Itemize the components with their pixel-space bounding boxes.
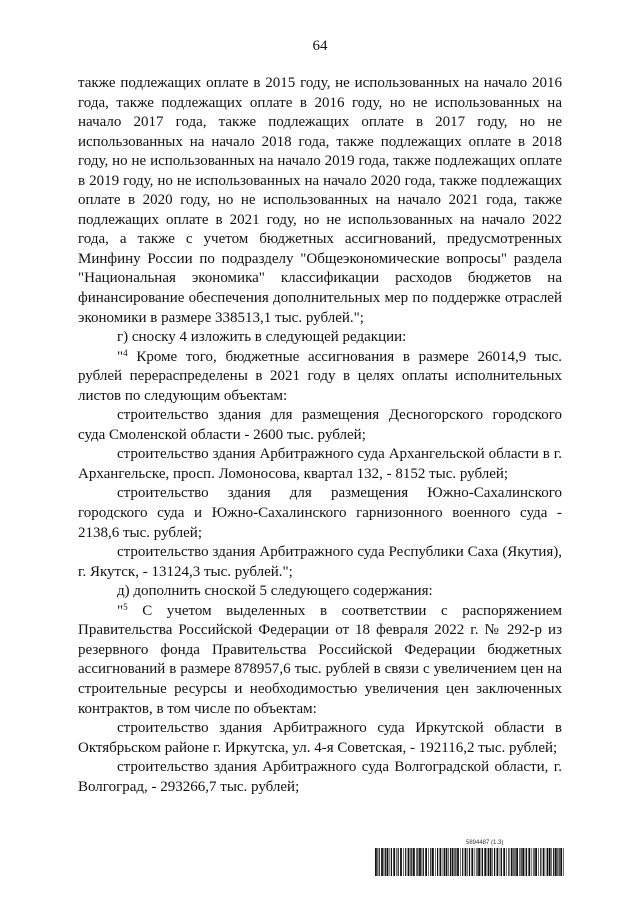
footnote-quote: "	[117, 348, 124, 365]
paragraph-11: строительство здания Арбитражного суда Волгоградской области, г. Волгоград, - 293266,7 тыс. рублей;	[78, 759, 562, 795]
paragraph-4: строительство здания для размещения Десногорского городского суда Смоленской области - 2600 тыс. рублей;	[78, 407, 562, 443]
footnote-5-text: С учетом выделенных в соответствии с распоряжением Правительства Российской Федерации от 18 февраля 2022 г. № 292-р из резервного фонда Правительства Российской Федерации бюджетных ассигнований в размере 878957,6 тыс. рублей в связи с увеличением цен на строительные ресурсы и необходимостью увеличения цен заключенных контрактов, в том числе по объектам:	[78, 602, 562, 717]
document-body	[78, 74, 562, 797]
footnote-4-paragraph	[78, 348, 562, 407]
barcode-icon	[375, 848, 565, 876]
footnote-4-marker: 4	[123, 347, 128, 358]
page-number: 64	[312, 38, 328, 54]
paragraph-1: также подлежащих оплате в 2015 году, не использованных на начало 2016 года, также подлежащих оплате в 2016 году, но не использованных на начало 2017 года, также подлежащих оплате в 2017 году, но не использованных на начало 2018 года, также подлежащих оплате в 2018 году, но не использованных на начало 2019 года, также подлежащих оплате в 2019 году, но не использованных на начало 2020 года, также подлежащих оплате в 2020 году, но не использованных на начало 2021 года, также подлежащих оплате в 2021 году, но не использованных на начало 2022 года, а также с учетом бюджетных ассигнований, предусмотренных Минфину России по подразделу "Общеэкономические вопросы" раздела "Национальная экономика" классификации расходов бюджетов на финансирование обеспечения дополнительных мер по поддержке отраслей экономики в размере 338513,1 тыс. рублей.";	[78, 75, 562, 326]
paragraph-10: строительство здания Арбитражного суда Иркутской области в Октябрьском районе г. Иркутска, ул. 4-я Советская, - 192116,2 тыс. рублей;	[78, 720, 562, 756]
paragraph-7: строительство здания Арбитражного суда Республики Саха (Якутия), г. Якутск, - 13124,3 тыс. рублей.";	[78, 544, 562, 580]
footnote-quote: "	[117, 602, 124, 619]
footnote-4-text: Кроме того, бюджетные ассигнования в размере 26014,9 тыс. рублей перераспределены в 2021 году в целях оплаты исполнительных листов по следующим объектам:	[78, 348, 562, 404]
paragraph-6: строительство здания для размещения Южно-Сахалинского городского суда и Южно-Сахалинского гарнизонного военного суда - 2138,6 тыс. рублей;	[78, 485, 562, 541]
footnote-5-paragraph	[78, 602, 562, 719]
document-code: 5894487 (1.3)	[466, 840, 504, 846]
paragraph-8: д) дополнить сноской 5 следующего содержания:	[117, 583, 433, 600]
footnote-5-marker: 5	[123, 601, 128, 612]
paragraph-5: строительство здания Арбитражного суда Архангельской области в г. Архангельске, просп. Ломоносова, квартал 132, - 8152 тыс. рублей;	[78, 446, 562, 482]
paragraph-2: г) сноску 4 изложить в следующей редакции:	[117, 329, 407, 346]
